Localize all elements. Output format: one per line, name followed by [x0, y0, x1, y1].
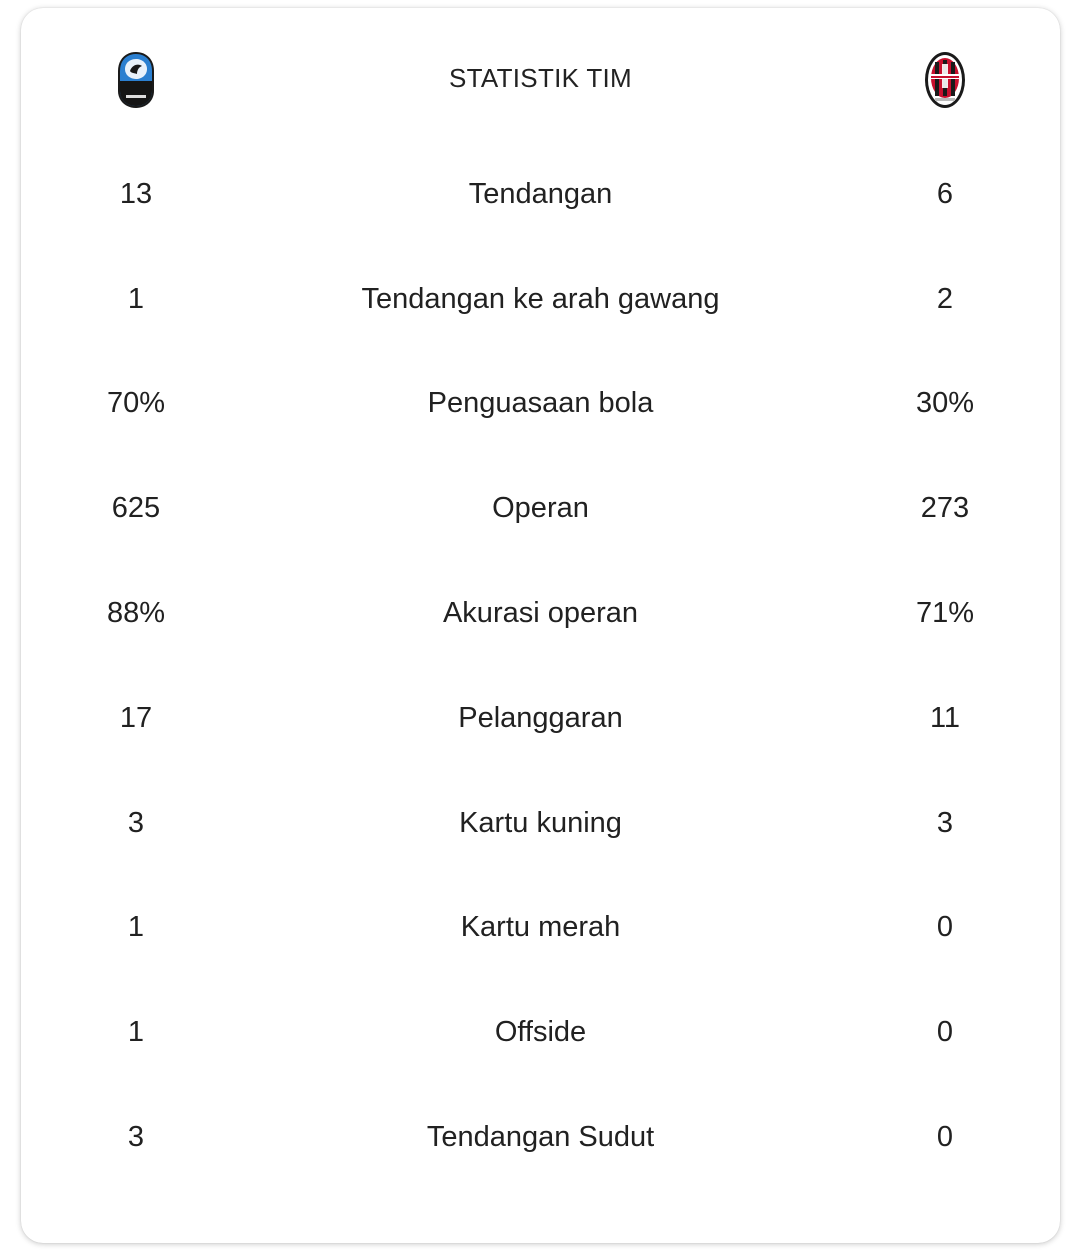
stat-row: [21, 142, 1060, 247]
stat-label: Kartu merah: [460, 911, 621, 944]
stat-row: [21, 456, 1060, 561]
stat-label: Tendangan ke arah gawang: [361, 282, 720, 315]
home-stat-value: 1: [127, 282, 145, 315]
away-stat-value: 6: [936, 177, 954, 210]
stat-row: [21, 247, 1060, 352]
stat-row: [21, 666, 1060, 771]
stat-label: Offside: [494, 1016, 587, 1049]
home-stat-value: 3: [127, 806, 145, 839]
away-stat-value: 0: [936, 1121, 954, 1154]
stat-label: Akurasi operan: [442, 597, 639, 630]
home-stat-value: 1: [127, 911, 145, 944]
away-stat-value: 273: [920, 492, 970, 525]
stat-row: [21, 980, 1060, 1085]
home-stat-value: 17: [119, 701, 153, 734]
stat-label: Pelanggaran: [458, 701, 623, 734]
home-stat-value: 13: [119, 177, 153, 210]
away-stat-value: 30%: [915, 387, 975, 420]
home-stat-value: 3: [127, 1121, 145, 1154]
stat-row: [21, 876, 1060, 981]
away-stat-value: 3: [936, 806, 954, 839]
away-stat-value: 0: [936, 1016, 954, 1049]
stat-label: Operan: [492, 492, 589, 525]
stat-label: Penguasaan bola: [427, 387, 654, 420]
home-stat-value: 70%: [106, 387, 166, 420]
away-team-logo[interactable]: [915, 50, 975, 110]
stat-row: [21, 561, 1060, 666]
stat-label: Tendangan: [468, 177, 613, 210]
stats-list: [21, 142, 1060, 1190]
page-title: STATISTIK TIM: [448, 63, 633, 93]
away-stat-value: 71%: [915, 597, 975, 630]
home-stat-value: 625: [111, 492, 161, 525]
stat-row: [21, 352, 1060, 457]
stat-row: [21, 771, 1060, 876]
away-stat-value: 0: [936, 911, 954, 944]
team-stats-card: [21, 8, 1060, 1243]
away-stat-value: 2: [936, 282, 954, 315]
stat-label: Kartu kuning: [459, 806, 622, 839]
away-stat-value: 11: [929, 701, 961, 734]
stat-label: Tendangan Sudut: [426, 1121, 655, 1154]
ac-milan-crest-icon: [923, 50, 967, 110]
stats-header: [21, 8, 1060, 158]
home-stat-value: 88%: [106, 597, 166, 630]
home-stat-value: 1: [127, 1016, 145, 1049]
stat-row: [21, 1085, 1060, 1190]
